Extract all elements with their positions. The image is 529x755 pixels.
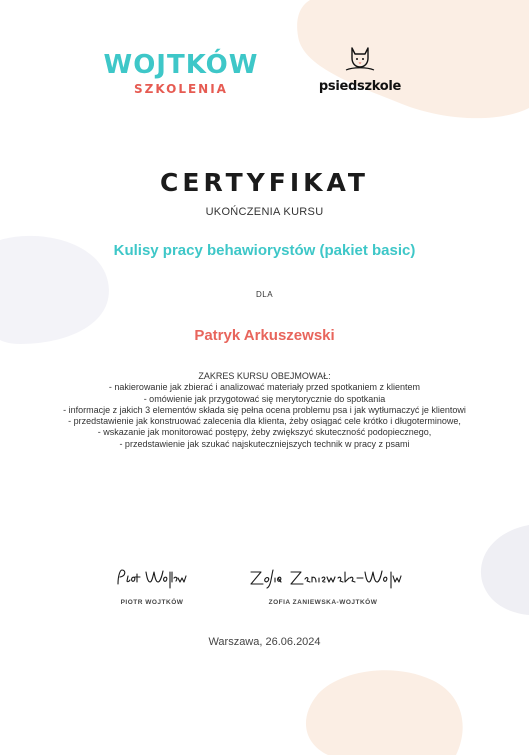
scope-item: - informacje z jakich 3 elementów składa się pełna ocena problemu psa i jak wytłumaczyć je klientowi bbox=[63, 404, 466, 415]
for-label: DLA bbox=[255, 290, 274, 299]
scope-item: - wskazanie jak monitorować postępy, żeby zwiększyć skuteczność podopiecznego, bbox=[97, 427, 432, 438]
logo-sub-text: SZKOLENIA bbox=[134, 82, 228, 96]
psiedszkole-logo bbox=[318, 44, 402, 94]
handwritten-signature bbox=[112, 566, 192, 590]
signature-block-1 bbox=[100, 566, 204, 606]
signature-block-2 bbox=[228, 566, 418, 606]
certificate-title: CERTYFIKAT bbox=[160, 168, 369, 197]
place-date: Warszawa, 26.06.2024 bbox=[208, 636, 321, 648]
logo-main-text: WOJTKÓW bbox=[103, 50, 259, 80]
partner-logo-text: psiedszkole bbox=[318, 79, 402, 94]
course-name: Kulisy pracy behawiorystów (pakiet basic) bbox=[113, 242, 416, 259]
signatory-name: PIOTR WOJTKÓW bbox=[120, 599, 184, 606]
certificate-subtitle: UKOŃCZENIA KURSU bbox=[205, 206, 324, 218]
scope-item: - przedstawienie jak konstruować zalecenia dla klienta, żeby osiągać cele krótko i długoterminowe, bbox=[68, 416, 461, 427]
handwritten-signature bbox=[243, 566, 403, 590]
scope-heading: ZAKRES KURSU OBEJMOWAŁ: bbox=[198, 371, 331, 381]
scope-item: - nakierowanie jak zbierać i analizować materiały przed spotkaniem z klientem bbox=[108, 382, 421, 393]
dog-icon bbox=[343, 44, 377, 74]
scope-item: - omówienie jak przygotować się merytorycznie do spotkania bbox=[143, 393, 386, 404]
wojtkow-logo bbox=[93, 50, 269, 96]
course-scope bbox=[30, 371, 499, 450]
recipient-name: Patryk Arkuszewski bbox=[194, 327, 335, 344]
signatory-name: ZOFIA ZANIEWSKA-WOJTKÓW bbox=[268, 599, 378, 606]
scope-item: - przedstawienie jak szukać najskuteczniejszych technik w pracy z psami bbox=[119, 438, 410, 449]
